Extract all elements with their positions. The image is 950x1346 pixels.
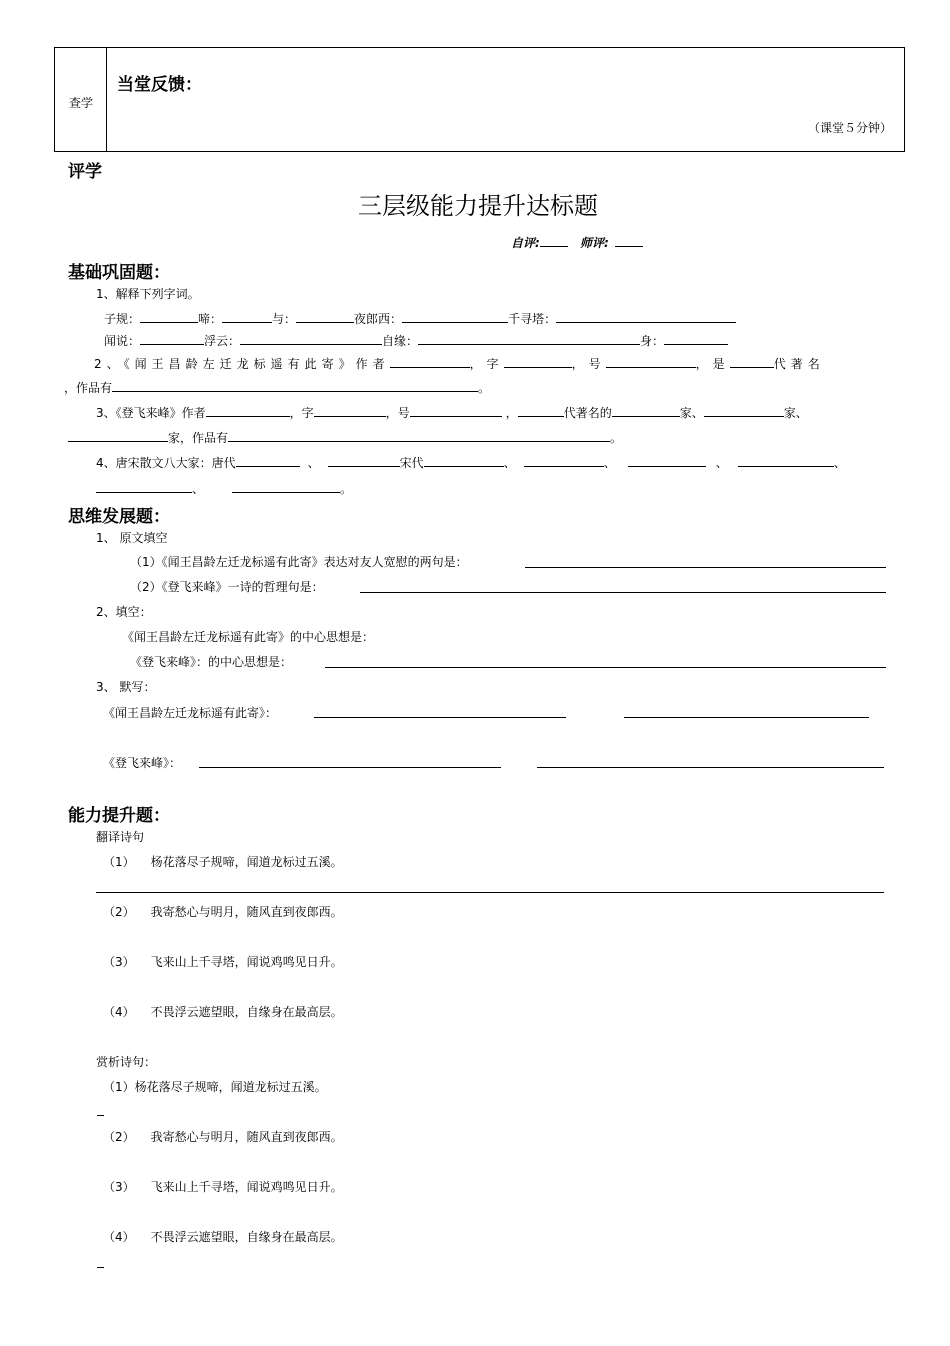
answer-line[interactable] bbox=[537, 767, 884, 768]
q3-zi: ，字 bbox=[289, 406, 314, 420]
answer-blank[interactable] bbox=[112, 378, 478, 392]
answer-blank[interactable] bbox=[228, 428, 610, 442]
ability-heading: 能力提升题： bbox=[68, 806, 170, 826]
section-label: 评学 bbox=[68, 162, 102, 182]
term-label: 千寻塔： bbox=[508, 312, 557, 326]
q2-end: 。 bbox=[478, 381, 491, 395]
feedback-box bbox=[54, 47, 905, 152]
item-number: （4） bbox=[103, 1230, 135, 1244]
q3-prefix: 3、《登飞来峰》作者 bbox=[96, 406, 206, 420]
item-number: （2） bbox=[103, 1130, 135, 1144]
thinking-q1-label: 1、 原文填空 bbox=[96, 531, 168, 545]
answer-blank[interactable] bbox=[140, 309, 198, 323]
thinking-q3-b: 《登飞来峰》： bbox=[103, 756, 182, 770]
answer-blank[interactable] bbox=[612, 403, 680, 417]
term-label: 闻说： bbox=[104, 334, 141, 348]
q4-sep: 、 bbox=[503, 456, 516, 470]
answer-line[interactable] bbox=[97, 1115, 104, 1116]
main-title: 三层级能力提升达标题 bbox=[358, 192, 598, 220]
term-label: 子规： bbox=[104, 312, 141, 326]
answer-blank[interactable] bbox=[240, 331, 382, 345]
answer-blank[interactable] bbox=[96, 479, 192, 493]
term-label: 啼： bbox=[198, 312, 223, 326]
item-text: 不畏浮云遮望眼，自缘身在最高层。 bbox=[150, 1230, 343, 1244]
answer-blank[interactable] bbox=[390, 354, 470, 368]
self-grade-label: 自评: bbox=[511, 236, 540, 250]
answer-line[interactable] bbox=[96, 892, 884, 893]
answer-blank[interactable] bbox=[628, 453, 706, 467]
answer-line[interactable] bbox=[525, 567, 886, 568]
answer-blank[interactable] bbox=[606, 354, 696, 368]
q4-end: 。 bbox=[340, 482, 353, 496]
answer-line[interactable] bbox=[314, 717, 566, 718]
item-text: 飞来山上千寻塔，闻说鸡鸣见日升。 bbox=[150, 1180, 343, 1194]
q2-zi: ，字 bbox=[469, 357, 504, 371]
basic-heading: 基础巩固题： bbox=[68, 263, 170, 283]
item-number: （3） bbox=[103, 1180, 135, 1194]
item-number: （1） bbox=[103, 855, 135, 869]
feedback-side-cell bbox=[55, 48, 107, 151]
q2-hao: ，号 bbox=[571, 357, 606, 371]
answer-blank[interactable] bbox=[206, 403, 290, 417]
q3-jia1: 家、 bbox=[679, 406, 704, 420]
q4-sep: 、 bbox=[192, 482, 205, 496]
thinking-q1-b: （2）《登飞来峰》一诗的哲理句是： bbox=[130, 580, 324, 594]
teacher-grade-label: 师评: bbox=[580, 236, 609, 250]
term-label: 身： bbox=[640, 334, 665, 348]
answer-blank[interactable] bbox=[410, 403, 502, 417]
q2-shi: ，是 bbox=[695, 357, 730, 371]
q4-line2 bbox=[96, 479, 352, 497]
thinking-q2-label: 2、填空： bbox=[96, 605, 152, 619]
appreciate-first: （1）杨花落尽子规啼，闻道龙标过五溪。 bbox=[103, 1080, 327, 1094]
answer-blank[interactable] bbox=[730, 354, 774, 368]
thinking-q3-label: 3、 默写： bbox=[96, 680, 156, 694]
q4-line1 bbox=[96, 453, 846, 471]
term-label: 夜郎西： bbox=[354, 312, 403, 326]
translate-item bbox=[103, 1003, 343, 1020]
answer-line[interactable] bbox=[199, 767, 501, 768]
q3-hao: ，号 bbox=[385, 406, 410, 420]
q4-sep: 、 bbox=[603, 456, 616, 470]
answer-blank[interactable] bbox=[504, 354, 572, 368]
answer-blank[interactable] bbox=[68, 428, 168, 442]
item-text: 不畏浮云遮望眼，自缘身在最高层。 bbox=[150, 1005, 343, 1019]
q2-works: ，作品有 bbox=[64, 381, 113, 395]
thinking-q2-a: 《闻王昌龄左迁龙标遥有此寄》的中心思想是： bbox=[122, 630, 375, 644]
q2-line1 bbox=[94, 354, 825, 372]
item-number: （3） bbox=[103, 955, 135, 969]
q2-line2 bbox=[64, 378, 490, 396]
item-number: （2） bbox=[103, 905, 135, 919]
answer-blank[interactable] bbox=[314, 403, 386, 417]
translate-label: 翻译诗句 bbox=[96, 830, 145, 844]
answer-blank[interactable] bbox=[328, 453, 400, 467]
q3-jia2: 家、 bbox=[783, 406, 808, 420]
answer-blank[interactable] bbox=[518, 403, 564, 417]
translate-item bbox=[103, 903, 343, 920]
answer-blank[interactable] bbox=[236, 453, 300, 467]
appreciate-item bbox=[103, 1228, 343, 1245]
appreciate-label: 赏析诗句： bbox=[96, 1055, 157, 1069]
answer-blank[interactable] bbox=[704, 403, 784, 417]
answer-line[interactable] bbox=[97, 1267, 104, 1268]
q3-line1: 3、《登飞来峰》作者 ，字 ，号 ， 代著名的 家、 家、 bbox=[96, 403, 808, 421]
term-label: 自缘： bbox=[382, 334, 419, 348]
thinking-q3-a: 《闻王昌龄左迁龙标遥有此寄》： bbox=[103, 706, 278, 720]
answer-blank[interactable] bbox=[556, 309, 736, 323]
time-note: （课堂５分钟） bbox=[807, 121, 892, 135]
q1-label: 1、解释下列字词。 bbox=[96, 287, 200, 301]
q1-row2 bbox=[104, 331, 728, 349]
feedback-side-label: 查学 bbox=[69, 96, 94, 110]
answer-blank[interactable] bbox=[738, 453, 834, 467]
translate-item bbox=[103, 953, 343, 970]
item-number: （4） bbox=[103, 1005, 135, 1019]
answer-blank[interactable] bbox=[296, 309, 354, 323]
answer-blank[interactable] bbox=[140, 331, 204, 345]
answer-line[interactable] bbox=[624, 717, 869, 718]
item-text: 杨花落尽子规啼，闻道龙标过五溪。 bbox=[150, 855, 343, 869]
q4-sep: 、 bbox=[307, 456, 320, 470]
appreciate-item bbox=[103, 1178, 343, 1195]
q2-dai: 代著名 bbox=[773, 357, 825, 371]
q4-sep: 、 bbox=[833, 456, 846, 470]
q3-dai: 代著名的 bbox=[563, 406, 612, 420]
teacher-grade-blank[interactable] bbox=[615, 233, 643, 247]
answer-blank[interactable] bbox=[524, 453, 604, 467]
answer-blank[interactable] bbox=[402, 309, 508, 323]
answer-line[interactable] bbox=[325, 667, 886, 668]
thinking-heading: 思维发展题： bbox=[68, 507, 170, 527]
q4-prefix: 4、唐宋散文八大家：唐代 bbox=[96, 456, 236, 470]
q3-line2 bbox=[68, 428, 622, 446]
appreciate-item bbox=[103, 1128, 343, 1145]
answer-line[interactable] bbox=[360, 592, 886, 593]
term-label: 浮云： bbox=[204, 334, 241, 348]
answer-blank[interactable] bbox=[664, 331, 728, 345]
q4-song: 宋代 bbox=[399, 456, 424, 470]
q3-jia3: 家，作品有 bbox=[168, 431, 229, 445]
term-label: 与： bbox=[272, 312, 297, 326]
q4-sep: 、 bbox=[715, 456, 728, 470]
grading-line bbox=[511, 233, 643, 251]
thinking-q1-a: （1）《闻王昌龄左迁龙标遥有此寄》表达对友人宽慰的两句是： bbox=[130, 555, 468, 569]
q3-end: 。 bbox=[610, 431, 623, 445]
q1-row1 bbox=[104, 309, 736, 327]
feedback-title: 当堂反馈： bbox=[117, 75, 202, 95]
answer-blank[interactable] bbox=[222, 309, 272, 323]
item-text: 我寄愁心与明月，随风直到夜郎西。 bbox=[150, 905, 343, 919]
answer-blank[interactable] bbox=[232, 479, 340, 493]
self-grade-blank[interactable] bbox=[540, 233, 568, 247]
item-text: 我寄愁心与明月，随风直到夜郎西。 bbox=[150, 1130, 343, 1144]
q2-prefix: 2、《闻王昌龄左迁龙标遥有此寄》作者 bbox=[94, 357, 390, 371]
translate-item bbox=[103, 853, 343, 870]
item-text: 飞来山上千寻塔，闻说鸡鸣见日升。 bbox=[150, 955, 343, 969]
answer-blank[interactable] bbox=[418, 331, 640, 345]
answer-blank[interactable] bbox=[424, 453, 504, 467]
thinking-q2-b: 《登飞来峰》：的中心思想是： bbox=[130, 655, 293, 669]
